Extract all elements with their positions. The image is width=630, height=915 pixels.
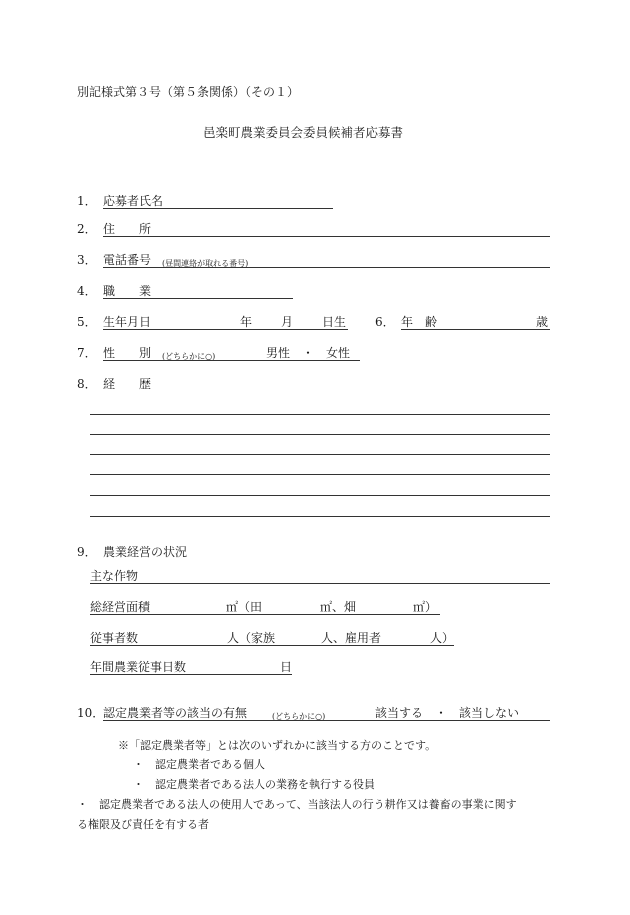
field-number-3: 3． (77, 253, 97, 267)
family-unit: 人、雇用者 (321, 631, 382, 645)
age-unit: 歳 (536, 315, 549, 329)
phone-label: 電話番号 (103, 253, 152, 267)
address-label: 住 所 (103, 222, 152, 236)
gender-note: (どちらかに○) (162, 352, 216, 361)
field-number-1: 1． (77, 194, 97, 208)
field-number-5: 5． (77, 315, 97, 329)
bullet: ・ (133, 758, 144, 771)
career-line[interactable] (90, 495, 550, 496)
field-number-10: 10． (77, 706, 105, 720)
career-line[interactable] (90, 516, 550, 517)
note-item-3: ・ 認定農業者である法人の使用人であって、当該法人の行う耕作又は養畜の事業に関す (77, 798, 517, 811)
phone-line[interactable] (103, 267, 550, 268)
workers-line[interactable] (90, 645, 454, 646)
applicant-name-label: 応募者氏名 (103, 194, 164, 208)
career-line[interactable] (90, 454, 550, 455)
gender-label: 性 別 (103, 346, 152, 360)
field-number-8: 8． (77, 377, 97, 391)
applicant-name-line[interactable] (103, 208, 333, 209)
birth-year-unit: 年 (240, 315, 253, 329)
address-line[interactable] (103, 236, 550, 237)
birthdate-line[interactable] (103, 329, 348, 330)
field-number-7: 7． (77, 346, 97, 360)
form-number: 別記様式第３号（第５条関係）（その１） (77, 85, 300, 99)
workers-label: 従事者数 (90, 631, 139, 645)
occupation-line[interactable] (103, 298, 293, 299)
annual-days-unit: 日 (280, 660, 293, 674)
career-line[interactable] (90, 434, 550, 435)
birthdate-label: 生年月日 (103, 315, 152, 329)
gender-options[interactable]: 男性 ・ 女性 (266, 346, 351, 360)
field-area-unit: ㎡） (413, 600, 438, 614)
paddy-area-unit: ㎡、畑 (320, 600, 357, 614)
definition-note: ※「認定農業者等」とは次のいずれかに該当する方のことです。 (118, 739, 437, 752)
career-line[interactable] (90, 414, 550, 415)
annual-days-label: 年間農業従事日数 (90, 660, 187, 674)
main-crops-line[interactable] (90, 583, 550, 584)
annual-days-line[interactable] (90, 674, 292, 675)
note-item-2: 認定農業者である法人の業務を執行する役員 (155, 778, 375, 791)
field-number-2: 2． (77, 222, 97, 236)
career-line[interactable] (90, 474, 550, 475)
main-crops-label: 主な作物 (90, 569, 139, 583)
certified-farmer-line (103, 720, 550, 721)
workers-unit: 人（家族 (227, 631, 276, 645)
career-label: 経 歴 (103, 377, 152, 391)
age-label: 年 齢 (401, 315, 438, 329)
total-area-line[interactable] (90, 614, 440, 615)
page-title: 邑楽町農業委員会委員候補者応募書 (203, 125, 404, 140)
total-area-unit: ㎡（田 (226, 600, 263, 614)
gender-line (103, 360, 360, 361)
field-number-4: 4． (77, 284, 97, 298)
field-number-6: 6． (375, 315, 395, 329)
certified-farmer-label: 認定農業者等の該当の有無 (103, 706, 248, 720)
certified-farmer-note: (どちらかに○) (272, 712, 326, 721)
phone-note: (昼間連絡が取れる番号) (162, 259, 249, 268)
birth-month-unit: 月 (281, 315, 294, 329)
age-line[interactable] (401, 329, 550, 330)
occupation-label: 職 業 (103, 284, 152, 298)
birth-day-unit: 日生 (322, 315, 347, 329)
bullet: ・ (133, 778, 144, 791)
employee-unit: 人） (430, 631, 455, 645)
certified-farmer-options[interactable]: 該当する ・ 該当しない (375, 706, 520, 720)
note-item-3-cont: る権限及び責任を有する者 (77, 818, 209, 831)
total-area-label: 総経営面積 (90, 600, 151, 614)
farm-status-label: 農業経営の状況 (103, 545, 188, 559)
field-number-9: 9． (77, 545, 97, 559)
note-item-1: 認定農業者である個人 (155, 758, 265, 771)
